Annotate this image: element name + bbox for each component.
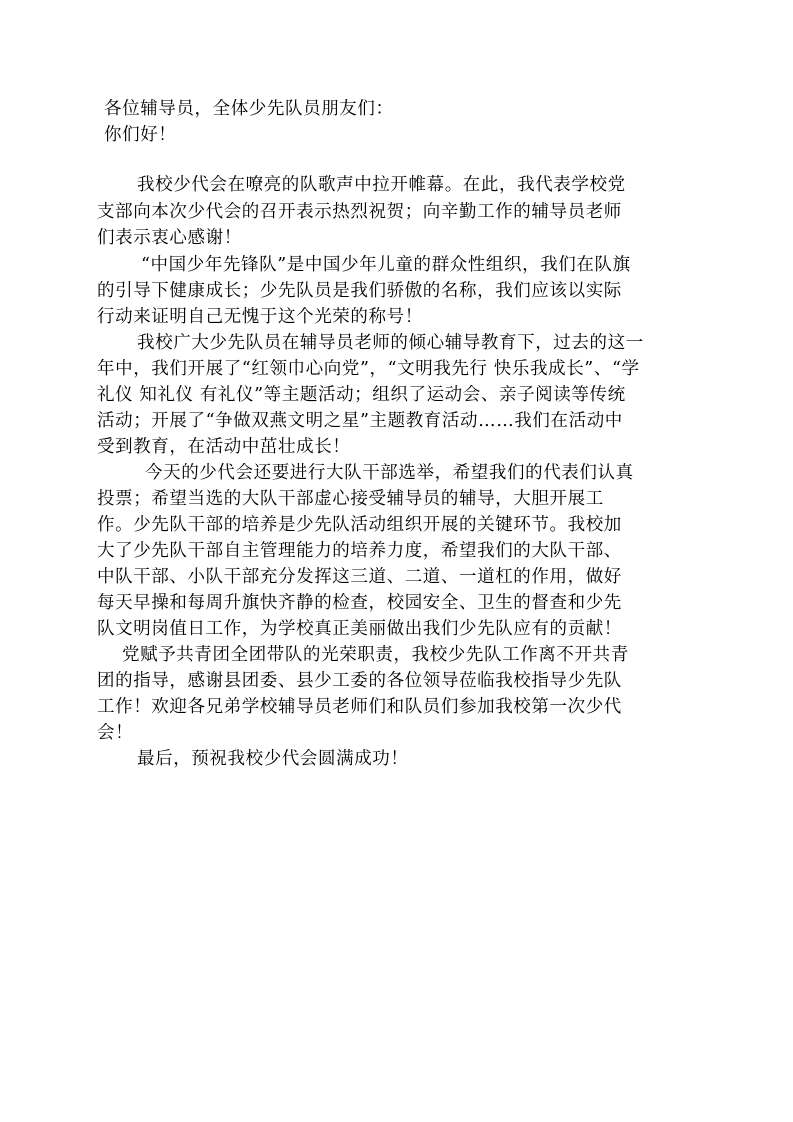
paragraph-3-line-4: 活动；开展了“争做双燕文明之星”主题教育活动……我们在活动中 <box>97 411 623 431</box>
paragraph-5-line-1: 党赋予共青团全团带队的光荣职责，我校少先队工作离不开共青 <box>122 645 629 665</box>
paragraph-4-line-7: 队文明岗值日工作，为学校真正美丽做出我们少先队应有的贡献！ <box>97 619 622 639</box>
paragraph-4-line-6: 每天早操和每周升旗快齐静的检查，校园安全、卫生的督查和少先 <box>97 593 622 613</box>
paragraph-5-line-2: 团的指导，感谢县团委、县少工委的各位领导莅临我校指导少先队 <box>97 671 622 691</box>
paragraph-2-line-2: 的引导下健康成长；少先队员是我们骄傲的名称，我们应该以实际 <box>97 281 622 301</box>
paragraph-2-line-3: 行动来证明自己无愧于这个光荣的称号！ <box>97 307 423 327</box>
paragraph-1-line-1: 我校少代会在嘹亮的队歌声中拉开帷幕。在此，我代表学校党 <box>137 175 626 195</box>
paragraph-4-line-3: 作。少先队干部的培养是少先队活动组织开展的关键环节。我校加 <box>97 515 622 535</box>
paragraph-3-line-2: 年中，我们开展了“红领巾心向党”，“文明我先行 快乐我成长”、“学 <box>97 359 640 379</box>
salutation: 各位辅导员，全体少先队员朋友们： <box>104 99 394 119</box>
closing-line: 最后，预祝我校少代会圆满成功！ <box>137 749 409 769</box>
paragraph-4-line-2: 投票；希望当选的大队干部虚心接受辅导员的辅导，大胆开展工 <box>97 489 604 509</box>
paragraph-2-line-1: “中国少年先锋队”是中国少年儿童的群众性组织，我们在队旗 <box>141 255 631 275</box>
paragraph-3-line-1: 我校广大少先队员在辅导员老师的倾心辅导教育下，过去的这一 <box>137 333 644 353</box>
paragraph-5-line-3: 工作！欢迎各兄弟学校辅导员老师们和队员们参加我校第一次少代 <box>97 697 622 717</box>
paragraph-4-line-1: 今天的少代会还要进行大队干部选举，希望我们的代表们认真 <box>145 463 634 483</box>
paragraph-4-line-4: 大了少先队干部自主管理能力的培养力度，希望我们的大队干部、 <box>97 541 622 561</box>
paragraph-3-line-5: 受到教育，在活动中茁壮成长！ <box>97 437 351 457</box>
paragraph-4-line-5: 中队干部、小队干部充分发挥这三道、二道、一道杠的作用，做好 <box>97 567 622 587</box>
paragraph-1-line-2: 支部向本次少代会的召开表示热烈祝贺；向辛勤工作的辅导员老师 <box>97 202 622 222</box>
paragraph-1-line-3: 们表示衷心感谢！ <box>97 228 242 248</box>
paragraph-3-line-3: 礼仪 知礼仪 有礼仪”等主题活动；组织了运动会、亲子阅读等传统 <box>97 385 626 405</box>
paragraph-5-line-4: 会！ <box>97 723 134 743</box>
greeting: 你们好！ <box>104 125 177 145</box>
